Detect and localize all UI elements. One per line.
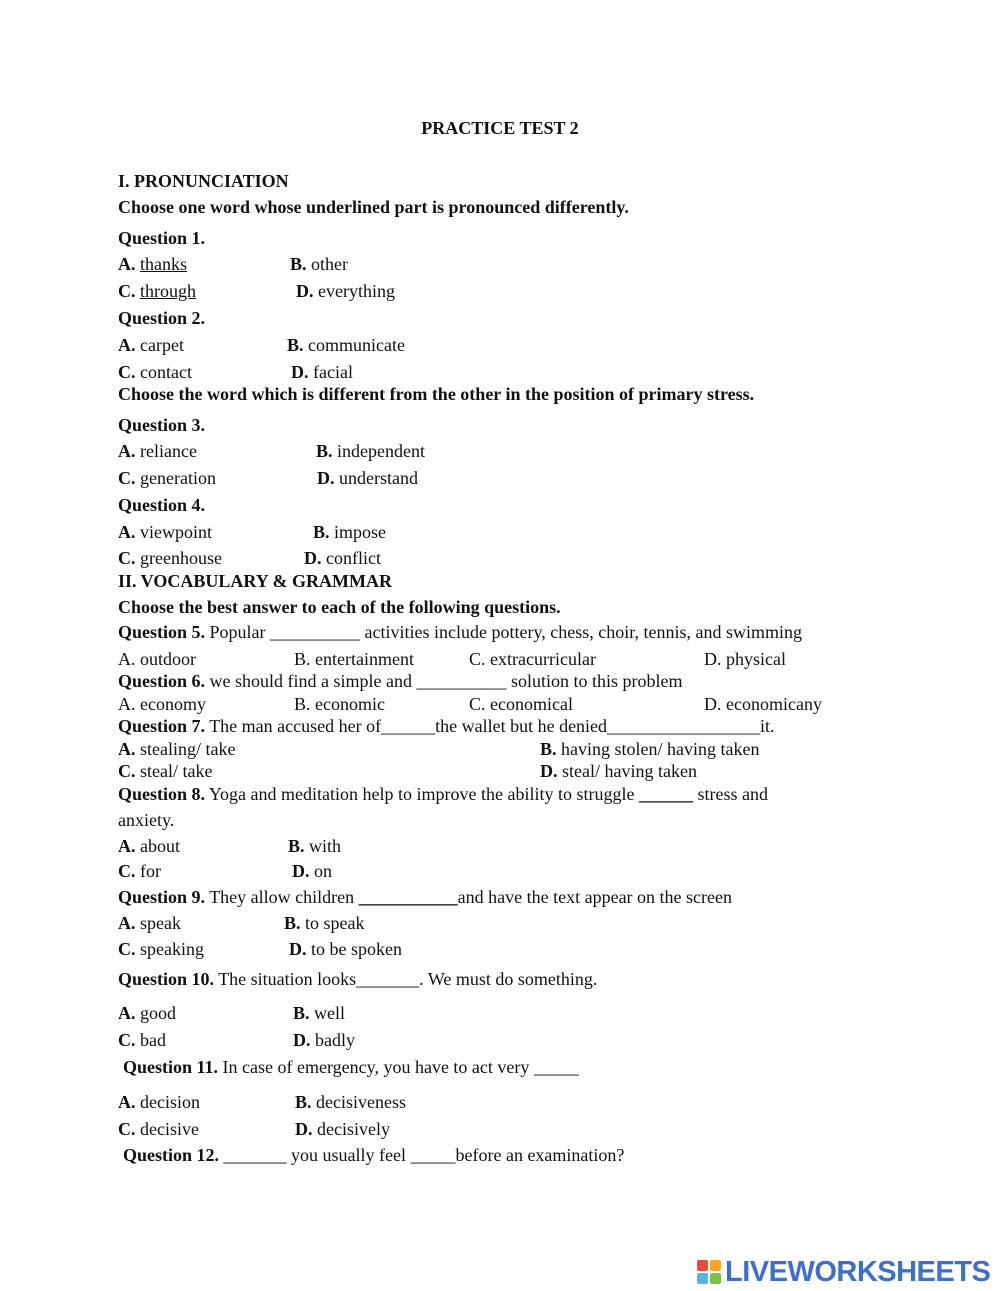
logo-text: LIVEWORKSHEETS: [725, 1255, 991, 1288]
q5-option-c: C. extracurricular: [469, 649, 596, 669]
question-10: Question 10. The situation looks_______. We must do something.: [118, 969, 598, 989]
question-1-label: Question 1.: [118, 228, 206, 248]
question-8-continued: anxiety.: [118, 810, 175, 830]
q1-option-d: D. everything: [296, 281, 395, 301]
question-11: Question 11. In case of emergency, you have to act very _____: [123, 1057, 579, 1077]
q7-option-d: D. steal/ having taken: [540, 761, 697, 781]
q2-b-text: communicate: [308, 335, 405, 355]
q2-c-text: contact: [140, 362, 192, 382]
q4-option-d: D. conflict: [304, 548, 381, 568]
instruction-vocab: Choose the best answer to each of the following questions.: [118, 597, 561, 617]
q1-option-b: B. other: [290, 254, 348, 274]
q11-option-b: B. decisiveness: [295, 1092, 406, 1112]
q11-option-c: C. decisive: [118, 1119, 199, 1139]
q4-option-c: C. greenhouse: [118, 548, 222, 568]
q5-option-b: B. entertainment: [294, 649, 414, 669]
q11-option-a: A. decision: [118, 1092, 200, 1112]
page-title: PRACTICE TEST 2: [421, 118, 579, 138]
q1-option-a: A. thanks: [118, 254, 187, 274]
liveworksheets-logo: [697, 1256, 990, 1288]
q7-option-b: B. having stolen/ having taken: [540, 739, 760, 759]
section-heading-vocab: II. VOCABULARY & GRAMMAR: [118, 571, 392, 591]
q2-option-c: C. contact: [118, 362, 192, 382]
q3-option-a: A. reliance: [118, 441, 197, 461]
logo-grid-icon: [697, 1260, 721, 1284]
question-8: Question 8. Yoga and meditation help to improve the ability to struggle ______ stress and: [118, 784, 768, 804]
question-9: Question 9. They allow children ___________and have the text appear on the screen: [118, 887, 733, 907]
q2-d-text: facial: [313, 362, 353, 382]
q4-option-b: B. impose: [313, 522, 387, 542]
question-3-label: Question 3.: [118, 415, 206, 435]
q1-option-c: C. through: [118, 281, 196, 301]
instruction-pronunciation: Choose one word whose underlined part is pronounced differently.: [118, 197, 629, 217]
q8-option-a: A. about: [118, 836, 180, 856]
section-heading-pronunciation: I. PRONUNCIATION: [118, 171, 289, 191]
q2-a-text: carpet: [140, 335, 184, 355]
q9-option-c: C. speaking: [118, 939, 204, 959]
q8-option-b: B. with: [288, 836, 342, 856]
q1-b-text: other: [311, 254, 348, 274]
q6-option-a: A. economy: [118, 694, 206, 714]
q1-d-text: everything: [318, 281, 395, 301]
q3-option-b: B. independent: [316, 441, 425, 461]
q1-a-text: thanks: [140, 254, 187, 274]
q7-option-a: A. stealing/ take: [118, 739, 236, 759]
q9-option-a: A. speak: [118, 913, 181, 933]
q10-option-b: B. well: [293, 1003, 346, 1023]
q9-option-d: D. to be spoken: [289, 939, 402, 959]
q10-option-d: D. badly: [293, 1030, 355, 1050]
q9-option-b: B. to speak: [284, 913, 365, 933]
q8-option-d: D. on: [292, 861, 332, 881]
question-4-label: Question 4.: [118, 495, 206, 515]
q6-option-b: B. economic: [294, 694, 385, 714]
q7-option-c: C. steal/ take: [118, 761, 213, 781]
question-5: Question 5. Popular __________ activities include pottery, chess, choir, tennis, and swimming: [118, 622, 803, 642]
q5-option-a: A. outdoor: [118, 649, 196, 669]
q2-option-a: A. carpet: [118, 335, 184, 355]
q3-option-c: C. generation: [118, 468, 216, 488]
question-7: Question 7. The man accused her of______the wallet but he denied_________________it.: [118, 716, 775, 736]
q8-option-c: C. for: [118, 861, 161, 881]
q10-option-c: C. bad: [118, 1030, 166, 1050]
q10-option-a: A. good: [118, 1003, 176, 1023]
question-2-label: Question 2.: [118, 308, 206, 328]
q4-option-a: A. viewpoint: [118, 522, 212, 542]
question-12: Question 12. _______ you usually feel _____before an examination?: [123, 1145, 625, 1165]
q6-option-c: C. economical: [469, 694, 573, 714]
q3-option-d: D. understand: [317, 468, 418, 488]
q6-option-d: D. economicany: [704, 694, 822, 714]
instruction-stress: Choose the word which is different from the other in the position of primary stress.: [118, 384, 755, 404]
q11-option-d: D. decisively: [295, 1119, 390, 1139]
question-6: Question 6. we should find a simple and __________ solution to this problem: [118, 671, 683, 691]
q1-c-text: through: [140, 281, 196, 301]
q2-option-d: D. facial: [291, 362, 353, 382]
q5-option-d: D. physical: [704, 649, 786, 669]
q2-option-b: B. communicate: [287, 335, 405, 355]
